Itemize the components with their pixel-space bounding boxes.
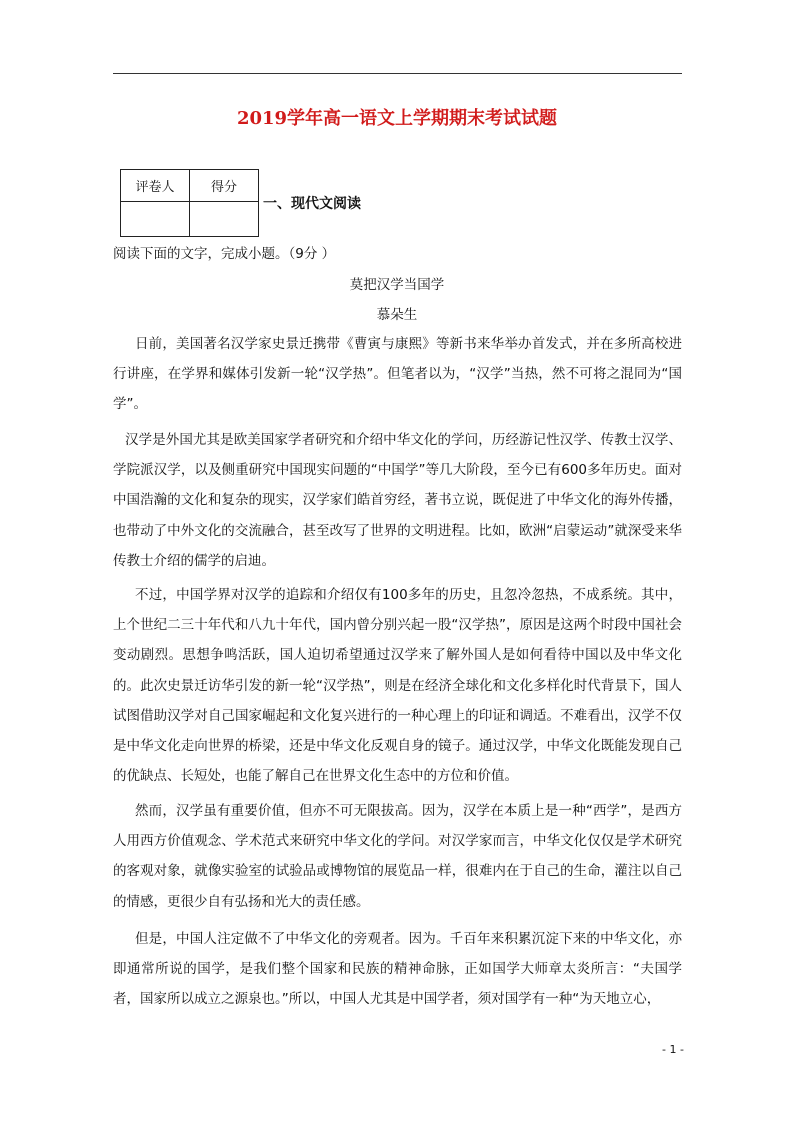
- score-table: [120, 169, 259, 237]
- grader-cell: [121, 202, 190, 237]
- score-cell: [190, 202, 259, 237]
- paragraph-5: 但是，中国人注定做不了中华文化的旁观者。因为。千百年来积累沉淀下来的中华文化，亦即通常所说的国学，是我们整个国家和民族的精神命脉，正如国学大师章太炎所言：“夫国学者，国家所以成立之源泉也。”所以，中国人尤其是中国学者，须对国学有一种“为天地立心，: [113, 931, 682, 1008]
- paragraph-2: 汉学是外国尤其是欧美国家学者研究和介绍中华文化的学问，历经游记性汉学、传教士汉学、学院派汉学，以及侧重研究中国现实问题的“中国学”等几大阶段，至今已有600多年历史。面对中国浩瀚的文化和复杂的现实，汉学家们皓首穷经，著书立说，既促进了中华文化的海外传播，也带动了中外文化的交流融合，甚至改写了世界的文明进程。比如，欧洲“启蒙运动”就深受来华传教士介绍的儒学的启迪。: [113, 432, 682, 569]
- paragraph-4: 然而，汉学虽有重要价值，但亦不可无限拔高。因为，汉学在本质上是一种“西学”，是西方人用西方价值观念、学术范式来研究中华文化的学问。对汉学家而言，中华文化仅仅是学术研究的客观对象，就像实验室的试验品或博物馆的展览品一样，很难内在于自己的生命，灌注以自己的情感，更很少自有弘扬和光大的责任感。: [113, 803, 682, 910]
- page-number: - 1 -: [662, 1043, 684, 1056]
- article-author: 慕朵生: [376, 307, 418, 323]
- grader-header: 评卷人: [121, 170, 190, 202]
- section-heading: 一、现代文阅读: [263, 196, 361, 212]
- article-title: 莫把汉学当国学: [349, 277, 445, 293]
- paragraph-1: 日前，美国著名汉学家史景迁携带《曹寅与康熙》等新书来华举办首发式，并在多所高校进行讲座，在学界和媒体引发新一轮“汉学热”。但笔者以为，“汉学”当热，然不可将之混同为“国学”。: [113, 336, 682, 413]
- paragraph-3: 不过，中国学界对汉学的追踪和介绍仅有100多年的历史，且忽冷忽热，不成系统。其中，上个世纪二三十年代和八九十年代，国内曾分别兴起一股“汉学热”，原因是这两个时段中国社会变动剧烈。思想争鸣活跃，国人迫切希望通过汉学来了解外国人是如何看待中国以及中华文化的。此次史景迁访华引发的新一轮“汉学热”，则是在经济全球化和文化多样化时代背景下，国人试图借助汉学对自己国家崛起和文化复兴进行的一种心理上的印证和调适。不难看出，汉学不仅是中华文化走向世界的桥梁，还是中华文化反观自身的镜子。通过汉学，中华文化既能发现自己的优缺点、长短处，也能了解自己在世界文化生态中的方位和价值。: [113, 587, 682, 785]
- score-header: 得分: [190, 170, 259, 202]
- page-title: 2019学年高一语文上学期期末考试试题: [236, 108, 558, 129]
- instruction-text: 阅读下面的文字，完成小题。（9分 ）: [113, 246, 336, 262]
- header-rule: [113, 73, 682, 74]
